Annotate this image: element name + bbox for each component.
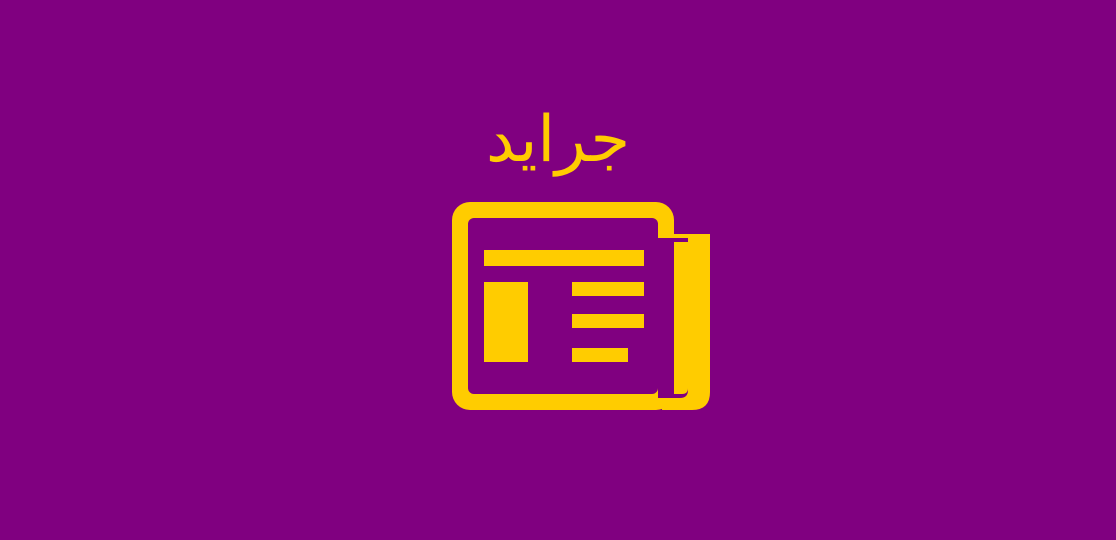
newspaper-icon <box>452 202 712 412</box>
tile-title: جرايد <box>485 103 631 177</box>
